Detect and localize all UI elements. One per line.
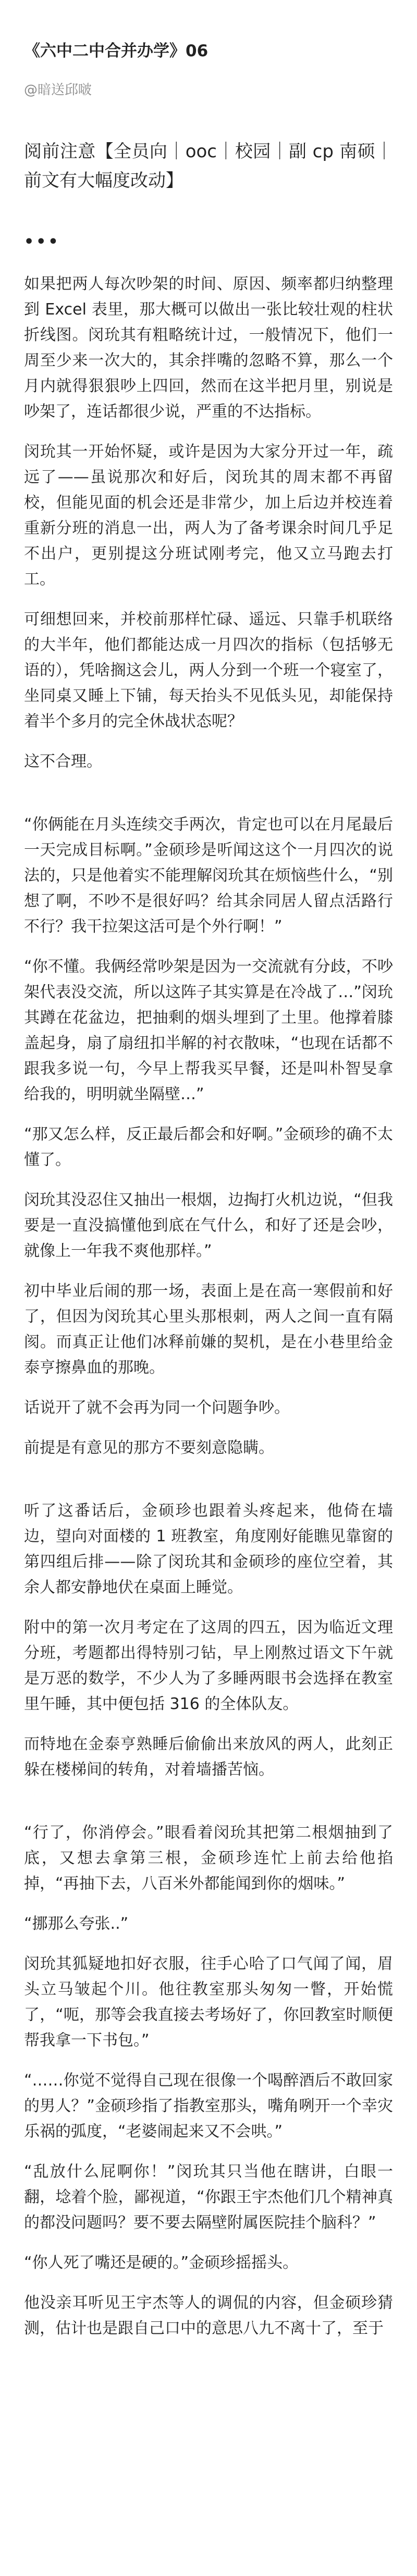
- paragraph: 闵玧其狐疑地扣好衣服，往手心哈了口气闻了闻，眉头立马皱起个川。他往教室那头匆匆一瞥，开始慌了，“呃，那等会我直接去考场好了，你回教室时顺便帮我拿一下书包。”: [24, 1955, 393, 2050]
- paragraph: 闵玧其没忍住又抽出一根烟，边掏打火机边说，“但我要是一直没搞懂他到底在气什么，和好了还是会吵，就像上一年我不爽他那样。”: [24, 1191, 393, 1261]
- paragraph: “挪那么夸张..”: [24, 1915, 129, 1933]
- reading-notice: 阅前注意【全员向｜ooc｜校园｜副 cp 南硕｜前文有大幅度改动】: [24, 141, 393, 192]
- paragraph: 如果把两人每次吵架的时间、原因、频率都归纳整理到 Excel 表里，那大概可以做出一张比较壮观的柱状折线图。闵玧其有粗略统计过，一般情况下，他们一周至少来一次大的，其余拌嘴的忽略不算，那么一个月内就得狠狠吵上四回，然而在这半把月里，别说是吵架了，连话都很少说，严重的不达指标。: [24, 275, 393, 421]
- paragraph: “乱放什么屁啊你！”闵玧其只当他在瞎讲，白眼一翻，埝着个脸，鄙视道，“你跟王宇杰他们几个精神真的都没问题吗？要不要去隔壁附属医院挂个脑科？”: [24, 2163, 393, 2232]
- paragraph: “你人死了嘴还是硬的。”金硕珍摇摇头。: [24, 2254, 299, 2272]
- paragraph: 可细想回来，并校前那样忙碌、遥远、只靠手机联络的大半年，他们都能达成一月四次的指标（包括够无语的），凭啥搁这会儿，两人分到一个班一个寝室了，坐同桌又睡上下铺，每天抬头不见低头见，却能保持着半个多月的完全休战状态呢？: [24, 610, 393, 731]
- blank-line: [24, 1475, 393, 1498]
- section-1: [24, 271, 393, 774]
- paragraph: “你不懂。我俩经常吵架是因为一交流就有分歧，不吵架代表没交流，所以这阵子其实算是在冷战了…”闵玧其蹲在花盆边，把抽剩的烟头埋到了土里。他撑着膝盖起身，扇了扇纽扣半解的衬衣散味，“也现在话都不跟我多说一句，今早上帮我买早餐，还是叫朴智旻拿给我的，明明就坐隔壁…”: [24, 958, 393, 1104]
- author-name[interactable]: @暗送邱啵: [24, 82, 92, 98]
- paragraph: “……你觉不觉得自己现在很像一个喝醉酒后不敢回家的男人？”金硕珍指了指教室那头，嘴角咧开一个幸灾乐祸的弧度，“老婆闹起来又不会哄。”: [24, 2071, 393, 2141]
- paragraph: “行了，你消停会。”眼看着闵玧其把第二根烟抽到了底，又想去拿第三根，金硕珍连忙上前去给他掐掉，“再抽下去，八百米外都能闻到你的烟味。”: [24, 1824, 393, 1893]
- blank-line: [24, 789, 393, 812]
- section-4: [24, 1820, 393, 2341]
- paragraph: 而特地在金泰亨熟睡后偷偷出来放风的两人，此刻正躲在楼梯间的转角，对着墙播苦恼。: [24, 1735, 393, 1779]
- section-2: [24, 812, 393, 1461]
- paragraph: 这不合理。: [24, 752, 102, 771]
- paragraph: 附中的第一次月考定在了这周的四五，因为临近文理分班，考题都出得特别刁钻，早上刚熬过语文下午就是万恶的数学，不少人为了多睡两眼书会选择在教室里午睡，其中便包括 316 的全体队友。: [24, 1618, 393, 1714]
- section-separator: •••: [24, 233, 60, 252]
- paragraph: 话说开了就不会再为同一个问题争吵。: [24, 1399, 290, 1417]
- paragraph: “那又怎么样，反正最后都会和好啊。”金硕珍的确不太懂了。: [24, 1125, 393, 1170]
- section-3: [24, 1498, 393, 1782]
- blank-line: [24, 1797, 393, 1820]
- article-title: 《六中二中合并办学》06: [24, 42, 208, 60]
- paragraph: 他没亲耳听见王宇杰等人的调侃的内容，但金硕珍猜测，估计也是跟自己口中的意思八九不离十了，至于: [24, 2294, 393, 2338]
- paragraph: 前提是有意见的那方不要刻意隐瞒。: [24, 1439, 274, 1457]
- paragraph: 闵玧其一开始怀疑，或许是因为大家分开过一年，疏远了——虽说那次和好后，闵玧其的周末都不再留校，但能见面的机会还是非常少，加上后边并校连着重新分班的消息一出，两人为了备考课余时间几乎足不出户，更别提这分班试刚考完，他又立马跑去打工。: [24, 443, 393, 589]
- paragraph: 听了这番话后，金硕珍也跟着头疼起来，他倚在墙边，望向对面楼的 1 班教室，角度刚好能瞧见靠窗的第四组后排——除了闵玧其和金硕珍的座位空着，其余人都安静地伏在桌面上睡觉。: [24, 1502, 393, 1597]
- paragraph: 初中毕业后闹的那一场，表面上是在高一寒假前和好了，但因为闵玧其心里头那根刺，两人之间一直有隔阂。而真正让他们冰释前嫌的契机，是在小巷里给金泰亨擦鼻血的那晚。: [24, 1282, 393, 1377]
- paragraph: “你俩能在月头连续交手两次，肯定也可以在月尾最后一天完成目标啊。”金硕珍是听闻这这个一月四次的说法的，只是他着实不能理解闵玧其在烦恼些什么，“别想了啊，不吵不是很好吗？给其余同居人留点活路行不行？我干拉架这活可是个外行啊！”: [24, 815, 393, 936]
